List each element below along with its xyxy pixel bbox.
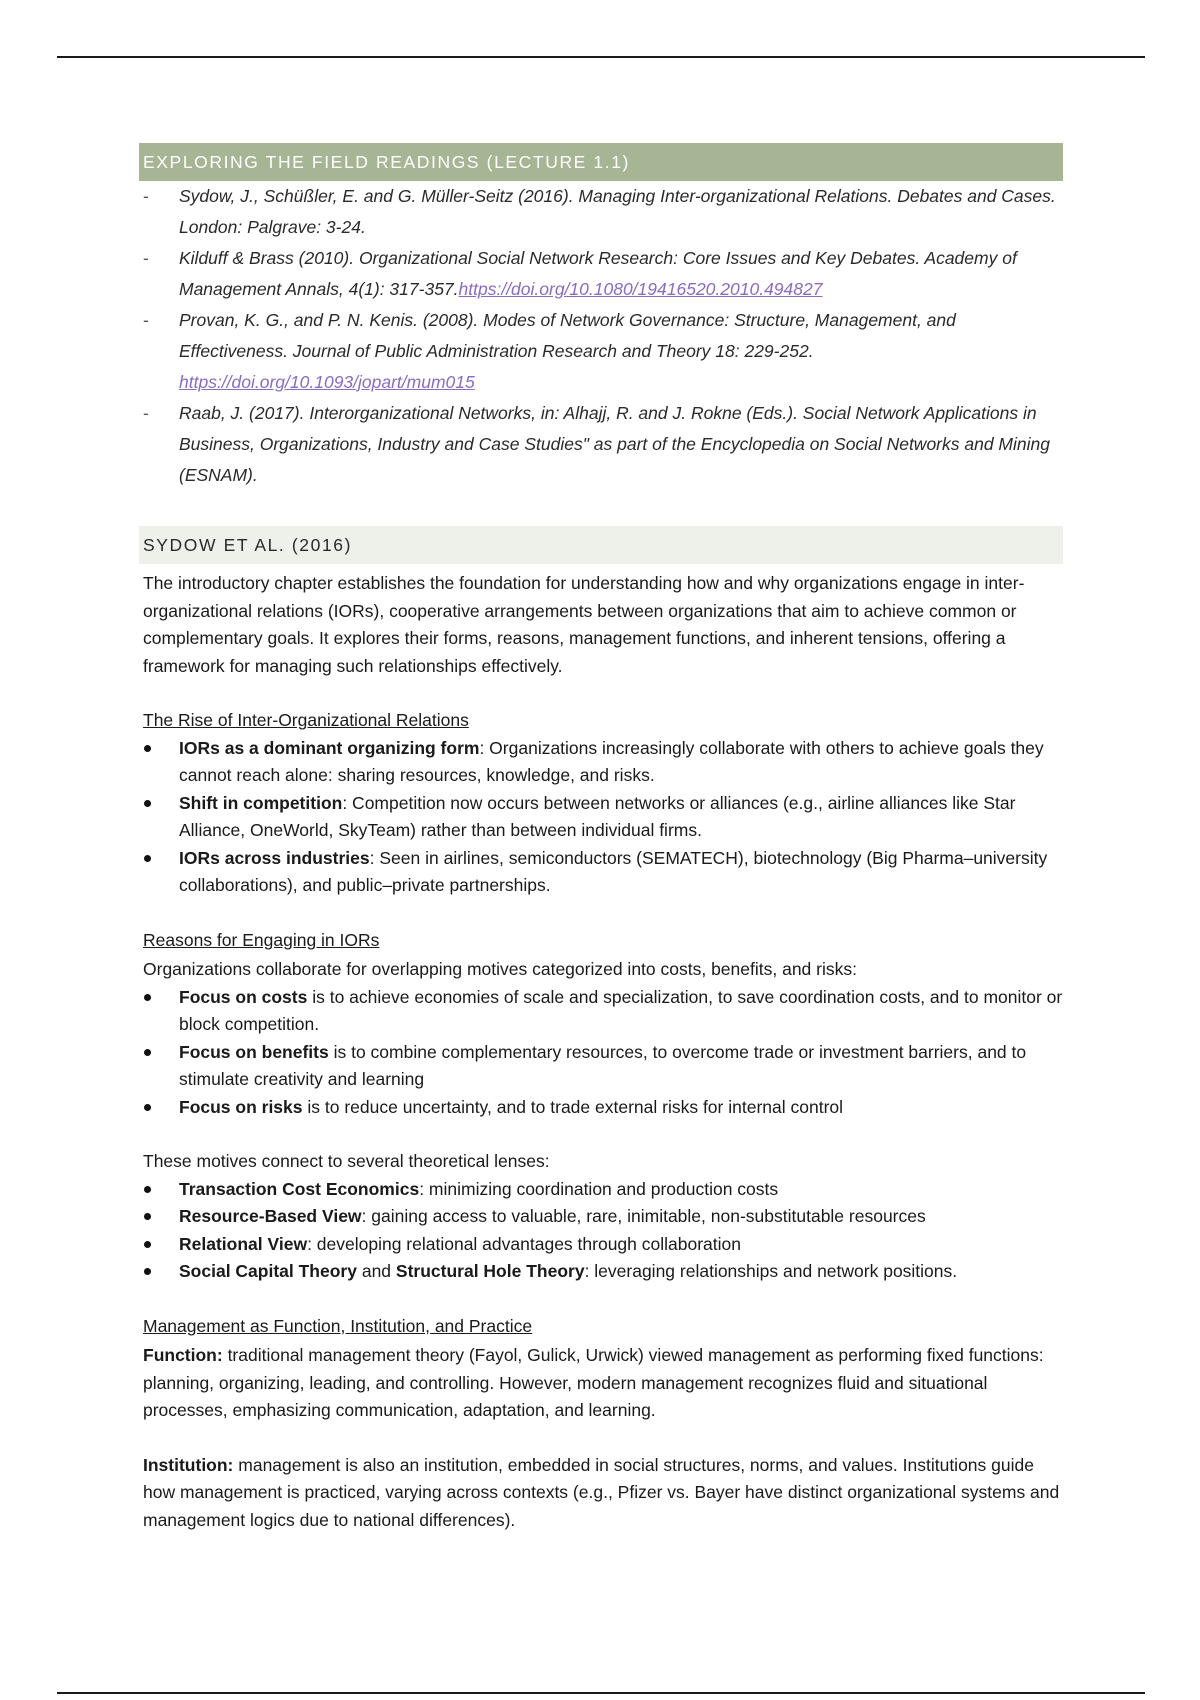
- reading-text: Sydow, J., Schüßler, E. and G. Müller-Seitz (2016). Managing Inter-organizational Relations. Debates and Cases. London: Palgrave: 3-24.: [179, 186, 1056, 237]
- function-label: Function:: [143, 1345, 223, 1365]
- function-text: traditional management theory (Fayol, Gulick, Urwick) viewed management as performing fixed functions: planning, organizing, leading, and controlling. However, modern management recognizes fluid and situational processes, emphasizing communication, adaptation, and learning.: [143, 1345, 1044, 1420]
- institution-paragraph: [143, 1452, 1063, 1535]
- bullet-term: Transaction Cost Economics: [179, 1178, 420, 1199]
- list-item: [139, 1203, 1063, 1231]
- management-heading: Management as Function, Institution, and Practice: [143, 1315, 533, 1336]
- list-item: [139, 1039, 1063, 1094]
- lenses-intro: These motives connect to several theoretical lenses:: [143, 1151, 550, 1171]
- bullet-term: Shift in competition: [179, 792, 343, 813]
- bullet-text: is to reduce uncertainty, and to trade external risks for internal control: [302, 1096, 844, 1117]
- bullet-dot: [144, 1049, 151, 1056]
- sydow-section-title: SYDOW ET AL. (2016): [139, 526, 1063, 564]
- bullet-text: : Seen in airlines, semiconductors (SEMATECH), biotechnology (Big Pharma–university collaborations), and public–private partnerships.: [179, 847, 1048, 895]
- readings-list: [139, 181, 1063, 491]
- reasons-list: [139, 984, 1063, 1122]
- reading-item: [139, 305, 1063, 398]
- rise-heading: The Rise of Inter-Organizational Relations: [143, 710, 469, 730]
- bullet-text: : minimizing coordination and production costs: [419, 1178, 779, 1199]
- bullet-dot: [144, 1213, 151, 1220]
- bullet-dot: [144, 1268, 151, 1275]
- list-item: [139, 790, 1063, 845]
- bullet-text: is to achieve economies of scale and specialization, to save coordination costs, and to monitor or block competition.: [179, 986, 1063, 1034]
- reading-text: Raab, J. (2017). Interorganizational Networks, in: Alhajj, R. and J. Rokne (Eds.). Social Network Applications in Business, Organizations, Industry and Case Studies" as part of the Encyclopedia on Social Networks and Mining (ESNAM).: [179, 403, 1050, 485]
- bullet-text: : Competition now occurs between networks or alliances (e.g., airline alliances like Star Alliance, OneWorld, SkyTeam) rather than between individual firms.: [179, 792, 1016, 840]
- reading-text: Provan, K. G., and P. N. Kenis. (2008). Modes of Network Governance: Structure, Management, and Effectiveness. Journal of Public Administration Research and Theory 18: 229-252.: [179, 310, 956, 361]
- dash-bullet: -: [143, 186, 149, 206]
- list-item: [139, 1094, 1063, 1122]
- function-paragraph: [143, 1342, 1063, 1425]
- readings-section-title: EXPLORING THE FIELD READINGS (LECTURE 1.1): [139, 143, 1063, 181]
- institution-text: management is also an institution, embedded in social structures, norms, and values. Institutions guide how management is practiced, varying across contexts (e.g., Pfizer vs. Bayer have distinct organizational systems and management logics due to national differences).: [143, 1454, 1060, 1530]
- list-item: [139, 1231, 1063, 1259]
- bullet-term: IORs as a dominant organizing form: [179, 737, 480, 758]
- list-item: [139, 845, 1063, 900]
- bullet-text: is to combine complementary resources, to overcome trade or investment barriers, and to stimulate creativity and learning: [179, 1041, 1027, 1089]
- institution-label: Institution:: [143, 1454, 234, 1475]
- bullet-text: : developing relational advantages through collaboration: [307, 1233, 741, 1254]
- doi-link[interactable]: https://doi.org/10.1093/jopart/mum015: [179, 372, 475, 392]
- reasons-heading: Reasons for Engaging in IORs: [143, 929, 380, 950]
- reading-text: Kilduff & Brass (2010). Organizational Social Network Research: Core Issues and Key Debates. Academy of Management Annals, 4(1): 317-357.: [179, 248, 1017, 299]
- bullet-text: : gaining access to valuable, rare, inimitable, non-substitutable resources: [361, 1206, 926, 1226]
- reading-item: [139, 243, 1063, 305]
- reasons-intro: Organizations collaborate for overlapping motives categorized into costs, benefits, and risks:: [143, 959, 857, 979]
- bullet-term-secondary: Structural Hole Theory: [395, 1261, 585, 1281]
- reading-item: [139, 181, 1063, 243]
- bullet-text: : Organizations increasingly collaborate with others to achieve goals they cannot reach alone: sharing resources, knowledge, and risks.: [179, 737, 1044, 785]
- bullet-dot: [144, 1186, 151, 1193]
- bullet-connector: and: [356, 1261, 396, 1281]
- bullet-term: Focus on costs: [179, 986, 308, 1007]
- list-item: [139, 735, 1063, 790]
- bullet-term: Focus on risks: [179, 1096, 303, 1117]
- footer-rule: [57, 1692, 1145, 1694]
- bullet-term: Relational View: [179, 1233, 308, 1254]
- bullet-term: Focus on benefits: [179, 1041, 329, 1062]
- rise-list: [139, 735, 1063, 900]
- bullet-text: : leveraging relationships and network positions.: [584, 1261, 958, 1281]
- bullet-dot: [144, 1104, 151, 1111]
- intro-paragraph: The introductory chapter establishes the foundation for understanding how and why organizations engage in inter-organizational relations (IORs), cooperative arrangements between organizations that aim to achieve common or complementary goals. It explores their forms, reasons, management functions, and inherent tensions, offering a framework for managing such relationships effectively.: [143, 573, 1025, 676]
- list-item: [139, 1258, 1063, 1286]
- bullet-term: Social Capital Theory: [179, 1261, 357, 1281]
- list-item: [139, 984, 1063, 1039]
- dash-bullet: -: [143, 248, 149, 268]
- bullet-dot: [144, 994, 151, 1001]
- bullet-dot: [144, 800, 151, 807]
- bullet-term: Resource-Based View: [179, 1206, 362, 1226]
- reading-item: [139, 398, 1063, 491]
- bullet-dot: [144, 855, 151, 862]
- header-rule: [57, 56, 1145, 58]
- bullet-dot: [144, 1241, 151, 1248]
- bullet-term: IORs across industries: [179, 847, 370, 868]
- lenses-list: [139, 1176, 1063, 1286]
- dash-bullet: -: [143, 310, 149, 330]
- doi-link[interactable]: https://doi.org/10.1080/19416520.2010.494827: [458, 279, 823, 299]
- document-body: [139, 143, 1063, 1534]
- dash-bullet: -: [143, 403, 149, 423]
- bullet-dot: [144, 745, 151, 752]
- list-item: [139, 1176, 1063, 1204]
